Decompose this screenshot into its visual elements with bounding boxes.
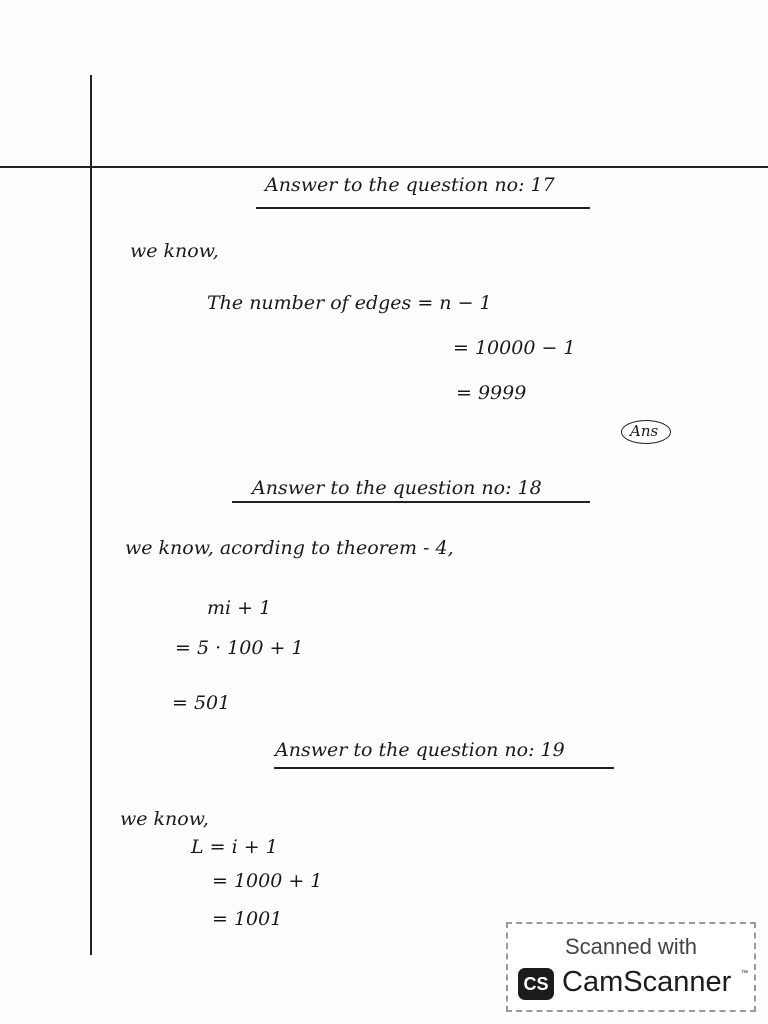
q17-heading-underline [256,207,590,209]
q18-step-2: = 5 · 100 + 1 [175,637,304,659]
q19-step-3: = 1001 [212,908,283,930]
q17-intro: we know, [130,240,219,262]
q17-step-2: = 10000 − 1 [453,337,576,359]
q18-step-3: = 501 [172,692,231,714]
q18-step-1: mi + 1 [207,597,272,619]
q19-intro: we know, [120,808,209,830]
q19-heading-underline [274,767,614,769]
q18-heading: Answer to the question no: 18 [252,477,542,499]
watermark-brand-name: CamScanner [562,966,732,998]
q17-step-3: = 9999 [456,382,527,404]
camscanner-watermark [506,922,756,1012]
q17-ans-label: Ans [630,422,659,440]
watermark-caption: Scanned with [564,934,698,959]
q18-intro: we know, acording to theorem - 4, [125,537,454,559]
camscanner-logo-icon: CS [518,968,554,1000]
q17-heading: Answer to the question no: 17 [265,174,555,196]
margin-line-horizontal [0,166,768,168]
q18-heading-underline [232,501,590,503]
q17-step-1: The number of edges = n − 1 [207,292,492,314]
trademark-mark: ™ [741,970,748,977]
q19-step-1: L = i + 1 [191,836,278,858]
margin-line-vertical [90,75,92,955]
q19-heading: Answer to the question no: 19 [275,739,565,761]
q19-step-2: = 1000 + 1 [212,870,323,892]
